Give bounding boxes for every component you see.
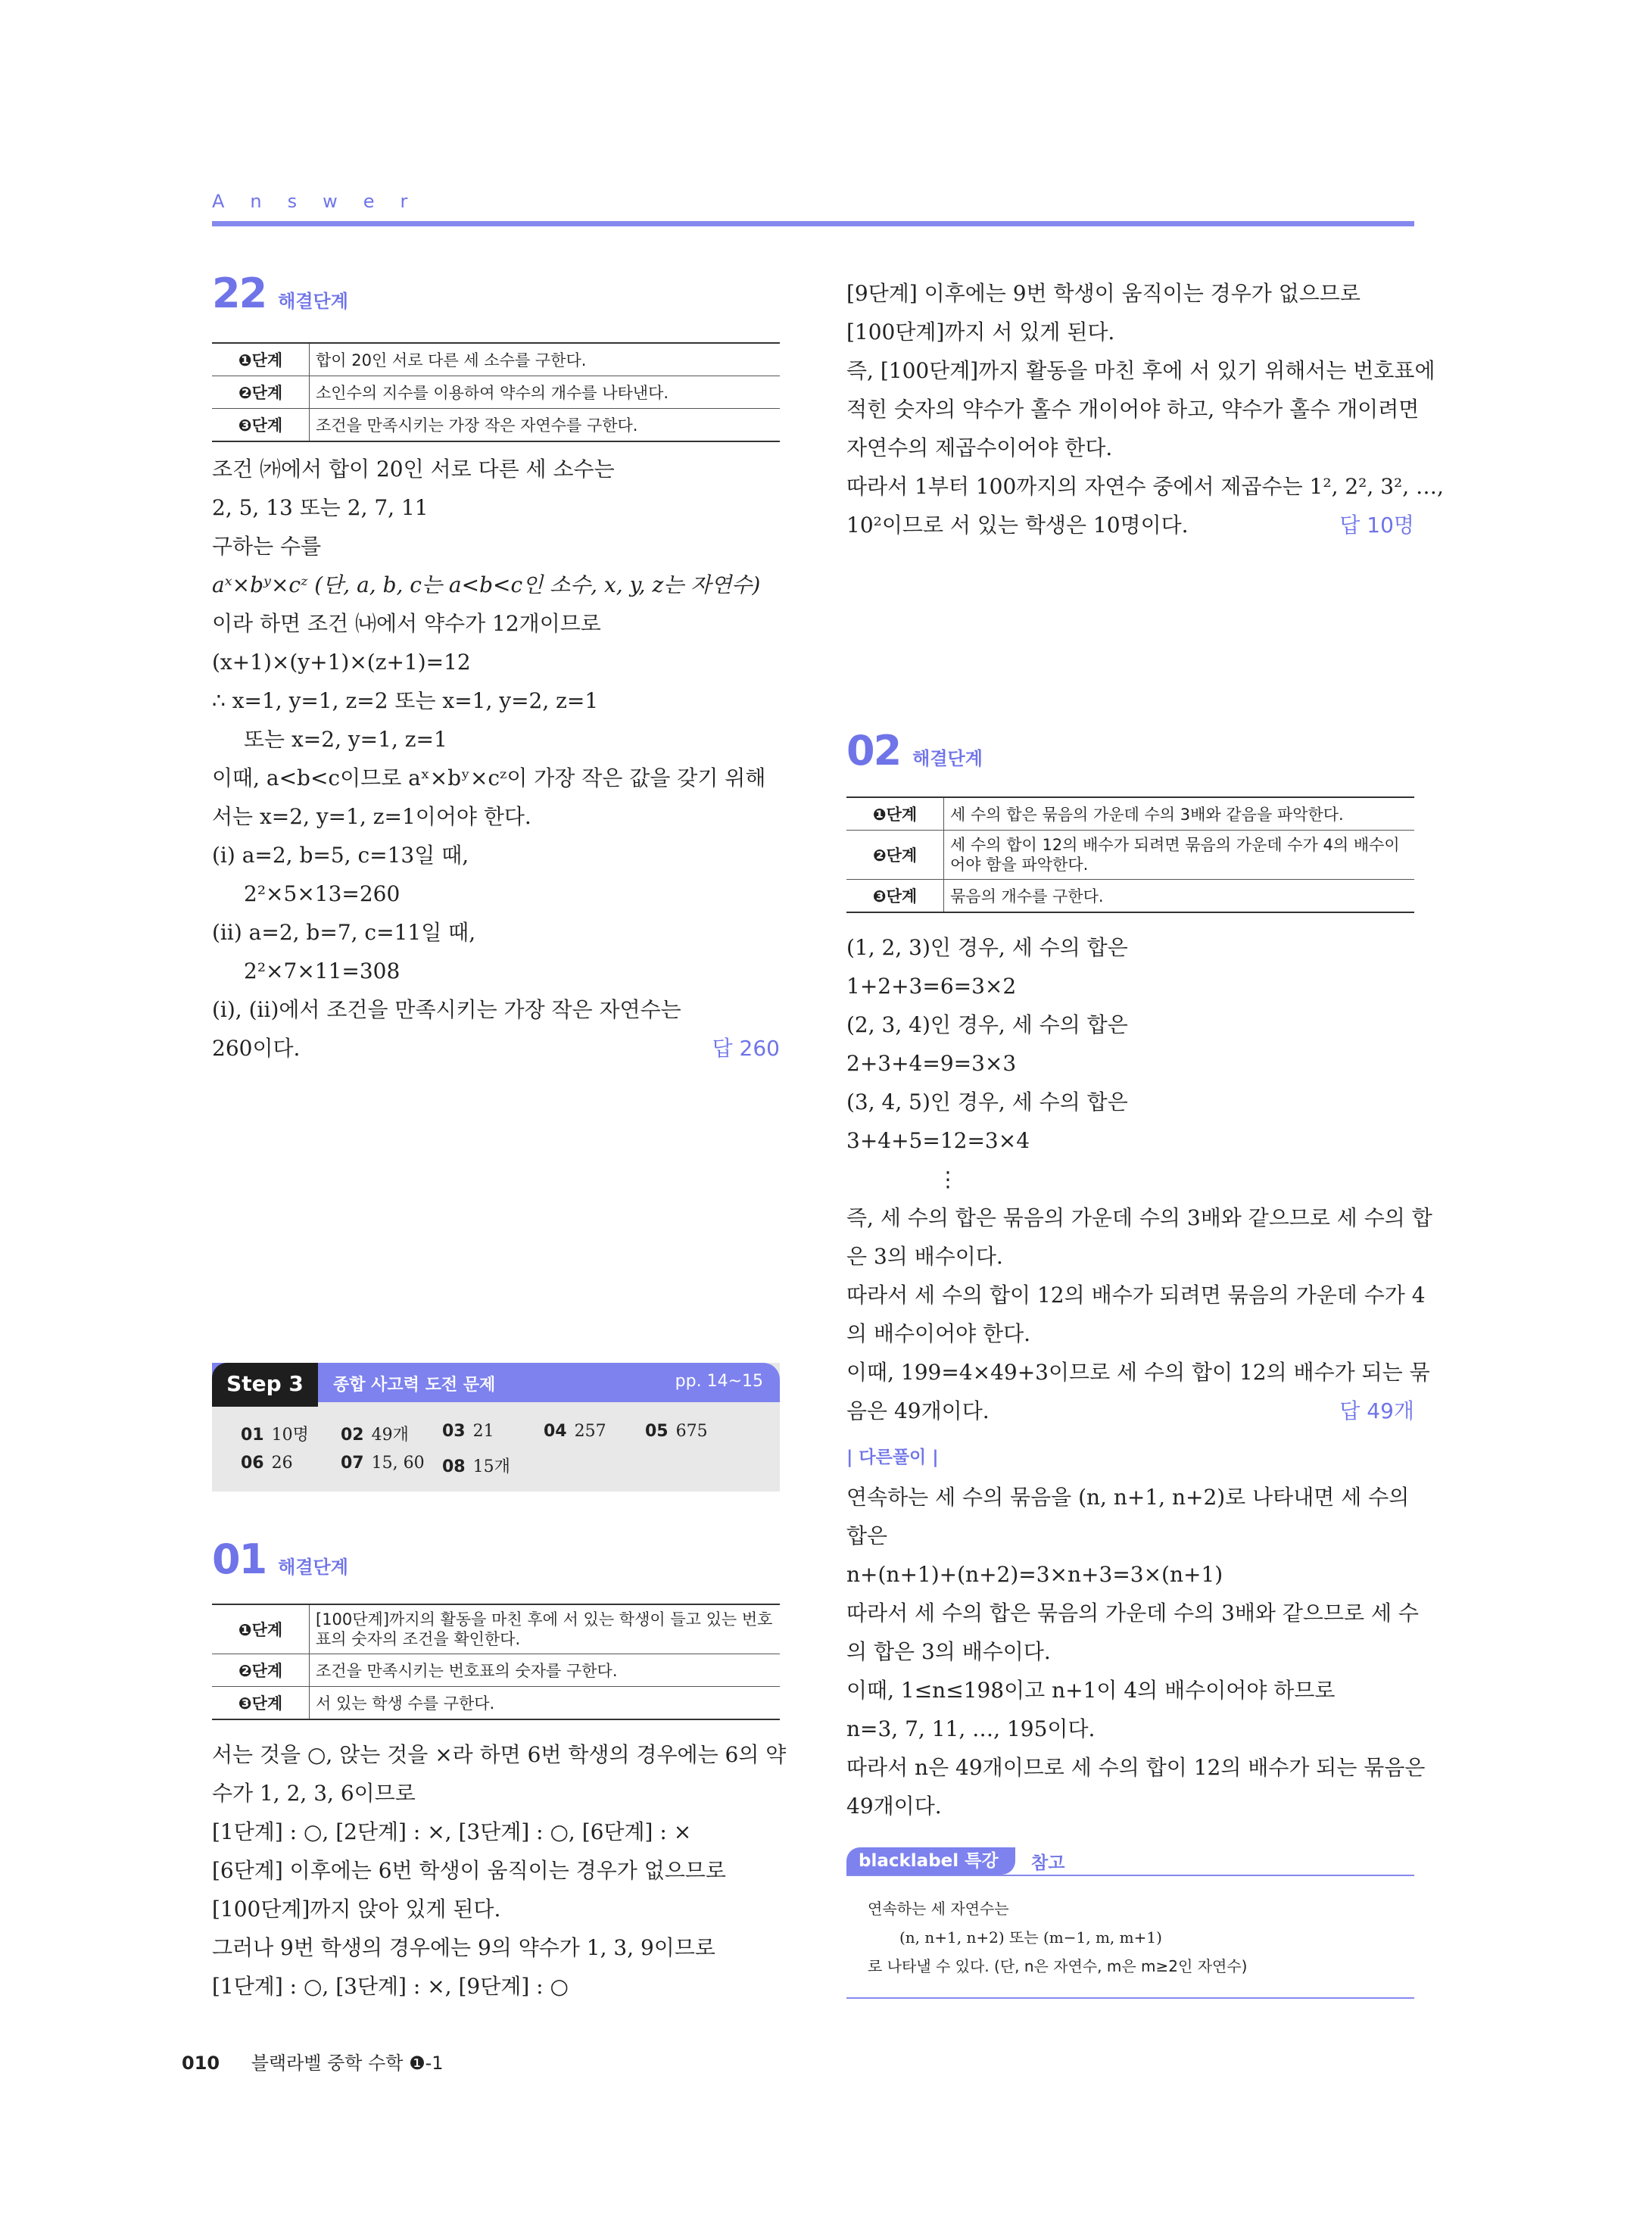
step-text: 묶음의 개수를 구한다. [944,880,1415,913]
solution-line: 자연수의 제곱수이어야 한다. [846,435,1113,460]
step-label: ❶단계 [846,797,944,831]
step-label: ❸단계 [846,880,944,913]
alternative-solution [846,1478,1426,1825]
solution-line: 2+3+4=9=3×3 [846,1051,1017,1076]
solution-line: 1+2+3=6=3×2 [846,974,1017,999]
solution-line: 즉, 세 수의 합은 묶음의 가운데 수의 3배와 같으므로 세 수의 합 [846,1205,1432,1230]
solution-line: (3, 4, 5)인 경우, 세 수의 합은 [846,1089,1128,1114]
page-number: 010 [182,2053,220,2074]
problem-number: 02 [846,727,901,775]
step-label: ❶단계 [212,343,310,376]
note-line: (n, n+1, n+2) 또는 (m−1, m, m+1) [899,1928,1162,1947]
solution-line: 서는 x=2, y=1, z=1이어야 한다. [212,804,531,829]
solution-line: 조건 ㈎에서 합이 20인 서로 다른 세 소수는 [212,457,615,482]
blacklabel-bottom-rule [846,1997,1414,1999]
step-text: 세 수의 합은 묶음의 가운데 수의 3배와 같음을 파악한다. [944,797,1415,831]
solution-steps-label: 해결단계 [912,748,983,769]
solution-line: 은 3의 배수이다. [846,1244,1003,1269]
step-label: ❸단계 [212,1687,310,1720]
solution-line: 또는 x=2, y=1, z=1 [244,727,447,752]
alternative-solution-label: | 다른풀이 | [846,1448,939,1467]
solution-line: [9단계] 이후에는 9번 학생이 움직이는 경우가 없으므로 [846,281,1361,306]
solution-line: 따라서 n은 49개이므로 세 수의 합이 12의 배수가 되는 묶음은 [846,1755,1426,1780]
problem-02-heading [846,727,983,775]
step-text: 서 있는 학생 수를 구한다. [310,1687,781,1720]
blacklabel-top-rule [846,1875,1414,1876]
table-row [212,1654,780,1687]
solution-line: 3+4+5=12=3×4 [846,1128,1030,1153]
table-row [212,409,780,442]
solution-line: 2²×5×13=260 [244,881,401,906]
solution-line: (ⅰ), (ⅱ)에서 조건을 만족시키는 가장 작은 자연수는 [212,997,681,1022]
step3-tag: Step 3 [212,1363,318,1407]
answer-item: 02 49개 [341,1426,409,1445]
blacklabel-tag: blacklabel 특강 [846,1847,1015,1875]
solution-line: 음은 49개이다. [846,1398,990,1423]
solution-line: 즉, [100단계]까지 활동을 마친 후에 서 있기 위해서는 번호표에 [846,358,1435,383]
step-label: ❷단계 [846,831,944,880]
problem-22-step-table [212,342,780,442]
solution-line: 10²이므로 서 있는 학생은 10명이다. [846,513,1189,538]
solution-line: 260이다. [212,1036,301,1061]
problem-22-heading [212,270,348,317]
solution-steps-label: 해결단계 [278,1557,348,1578]
solution-line: ⋮ [937,1167,958,1192]
table-row [212,1604,780,1654]
solution-line: 2²×7×11=308 [244,959,401,983]
problem-02-step-table [846,796,1414,913]
blacklabel-content [868,1894,1247,1981]
answer-item: 06 26 [241,1454,293,1473]
answer-item: 03 21 [442,1422,494,1441]
step-text: 합이 20인 서로 다른 세 소수를 구한다. [310,343,781,376]
problem-22-solution [212,450,780,1068]
reference-label: 참고 [1031,1853,1065,1873]
step-label: ❸단계 [212,409,310,442]
solution-line: 이때, a<b<c이므로 aˣ×bʸ×cᶻ이 가장 작은 값을 갖기 위해 [212,765,766,790]
answer-item: 07 15, 60 [341,1454,425,1473]
answer-item: 01 10명 [241,1426,309,1445]
step-label: ❷단계 [212,376,310,409]
step-label: ❶단계 [212,1604,310,1654]
problem-number: 22 [212,270,267,317]
table-row [212,343,780,376]
step-text: [100단계]까지의 활동을 마친 후에 서 있는 학생이 들고 있는 번호표의 숫자의 조건을 확인한다. [310,1604,781,1654]
header-divider [212,221,1414,226]
step3-pages: pp. 14~15 [675,1372,763,1391]
solution-line: (x+1)×(y+1)×(z+1)=12 [212,650,471,675]
solution-line: 의 합은 3의 배수이다. [846,1639,1051,1664]
page-footer [182,2048,444,2074]
step3-answer-box [212,1363,780,1492]
answer-text: 답 10명 [1339,513,1414,538]
table-row [846,797,1414,831]
step-label: ❷단계 [212,1654,310,1687]
answer-item: 04 257 [544,1422,606,1441]
solution-line: (2, 3, 4)인 경우, 세 수의 합은 [846,1012,1128,1037]
step-text: 세 수의 합이 12의 배수가 되려면 묶음의 가운데 수가 4의 배수이어야 함을 파악한다. [944,831,1415,880]
solution-line: 적힌 숫자의 약수가 홀수 개이어야 하고, 약수가 홀수 개이려면 [846,397,1420,422]
solution-line: 이때, 199=4×49+3이므로 세 수의 합이 12의 배수가 되는 묶 [846,1360,1430,1385]
book-title: 블랙라벨 중학 수학 ❶-1 [251,2053,444,2074]
note-line: 로 나타낼 수 있다. (단, n은 자연수, m은 m≥2인 자연수) [868,1957,1248,1975]
solution-steps-label: 해결단계 [278,291,348,312]
solution-line: [100단계]까지 앉아 있게 된다. [212,1897,501,1922]
solution-line: n+(n+1)+(n+2)=3×n+3=3×(n+1) [846,1562,1223,1587]
table-row [212,376,780,409]
blacklabel-lecture-header [846,1847,1414,1873]
note-line: 연속하는 세 자연수는 [868,1900,1009,1918]
solution-line: n=3, 7, 11, …, 195이다. [846,1716,1096,1741]
solution-line: 그러나 9번 학생의 경우에는 9의 약수가 1, 3, 9이므로 [212,1935,715,1960]
solution-line: 따라서 세 수의 합이 12의 배수가 되려면 묶음의 가운데 수가 4 [846,1283,1426,1308]
solution-line: [100단계]까지 서 있게 된다. [846,320,1115,344]
table-row [212,1687,780,1720]
solution-line: 수가 1, 2, 3, 6이므로 [212,1781,416,1806]
solution-line: [1단계] : ○, [2단계] : ×, [3단계] : ○, [6단계] : × [212,1819,692,1844]
step-text: 소인수의 지수를 이용하여 약수의 개수를 나타낸다. [310,376,781,409]
answer-text: 답 49개 [1339,1398,1414,1423]
solution-line: [1단계] : ○, [3단계] : ×, [9단계] : ○ [212,1974,569,1999]
solution-line: 연속하는 세 수의 묶음을 (n, n+1, n+2)로 나타내면 세 수의 [846,1485,1410,1510]
section-header-answer: Answer [212,191,434,212]
step3-title: 종합 사고력 도전 문제 [333,1376,496,1395]
solution-line: 2, 5, 13 또는 2, 7, 11 [212,495,429,520]
table-row [846,831,1414,880]
problem-01-step-table [212,1604,780,1720]
solution-line: 따라서 세 수의 합은 묶음의 가운데 수의 3배와 같으므로 세 수 [846,1601,1419,1626]
solution-line: [6단계] 이후에는 6번 학생이 움직이는 경우가 없으므로 [212,1858,726,1883]
problem-01-heading [212,1535,348,1583]
solution-line: 의 배수이어야 한다. [846,1321,1031,1346]
answer-item: 05 675 [645,1422,708,1441]
solution-line: (1, 2, 3)인 경우, 세 수의 합은 [846,935,1128,960]
table-row [846,880,1414,913]
step-text: 조건을 만족시키는 번호표의 숫자를 구한다. [310,1654,781,1687]
problem-01-solution-left [212,1735,787,2006]
solution-line: (ⅰ) a=2, b=5, c=13일 때, [212,843,469,868]
answer-item: 08 15개 [442,1457,510,1476]
problem-number: 01 [212,1535,267,1583]
problem-02-solution [846,928,1432,1430]
solution-line: (ⅱ) a=2, b=7, c=11일 때, [212,920,476,945]
step-text: 조건을 만족시키는 가장 작은 자연수를 구한다. [310,409,781,442]
solution-line: 구하는 수를 [212,534,322,559]
solution-line: ∴ x=1, y=1, z=2 또는 x=1, y=2, z=1 [212,688,599,713]
solution-line: 합은 [846,1523,888,1548]
solution-line: 49개이다. [846,1794,942,1819]
solution-line: 이때, 1≤n≤198이고 n+1이 4의 배수이어야 하므로 [846,1678,1336,1703]
solution-line: 이라 하면 조건 ㈏에서 약수가 12개이므로 [212,611,601,636]
solution-line: 따라서 1부터 100까지의 자연수 중에서 제곱수는 1², 2², 3², …, [846,474,1444,499]
answer-text: 답 260 [712,1036,780,1061]
solution-line: 서는 것을 ○, 앉는 것을 ×라 하면 6번 학생의 경우에는 6의 약 [212,1742,787,1767]
problem-01-solution-right [846,274,1444,544]
solution-line: aˣ×bʸ×cᶻ (단, a, b, c는 a<b<c인 소수, x, y, z는 자연수) [212,572,761,597]
